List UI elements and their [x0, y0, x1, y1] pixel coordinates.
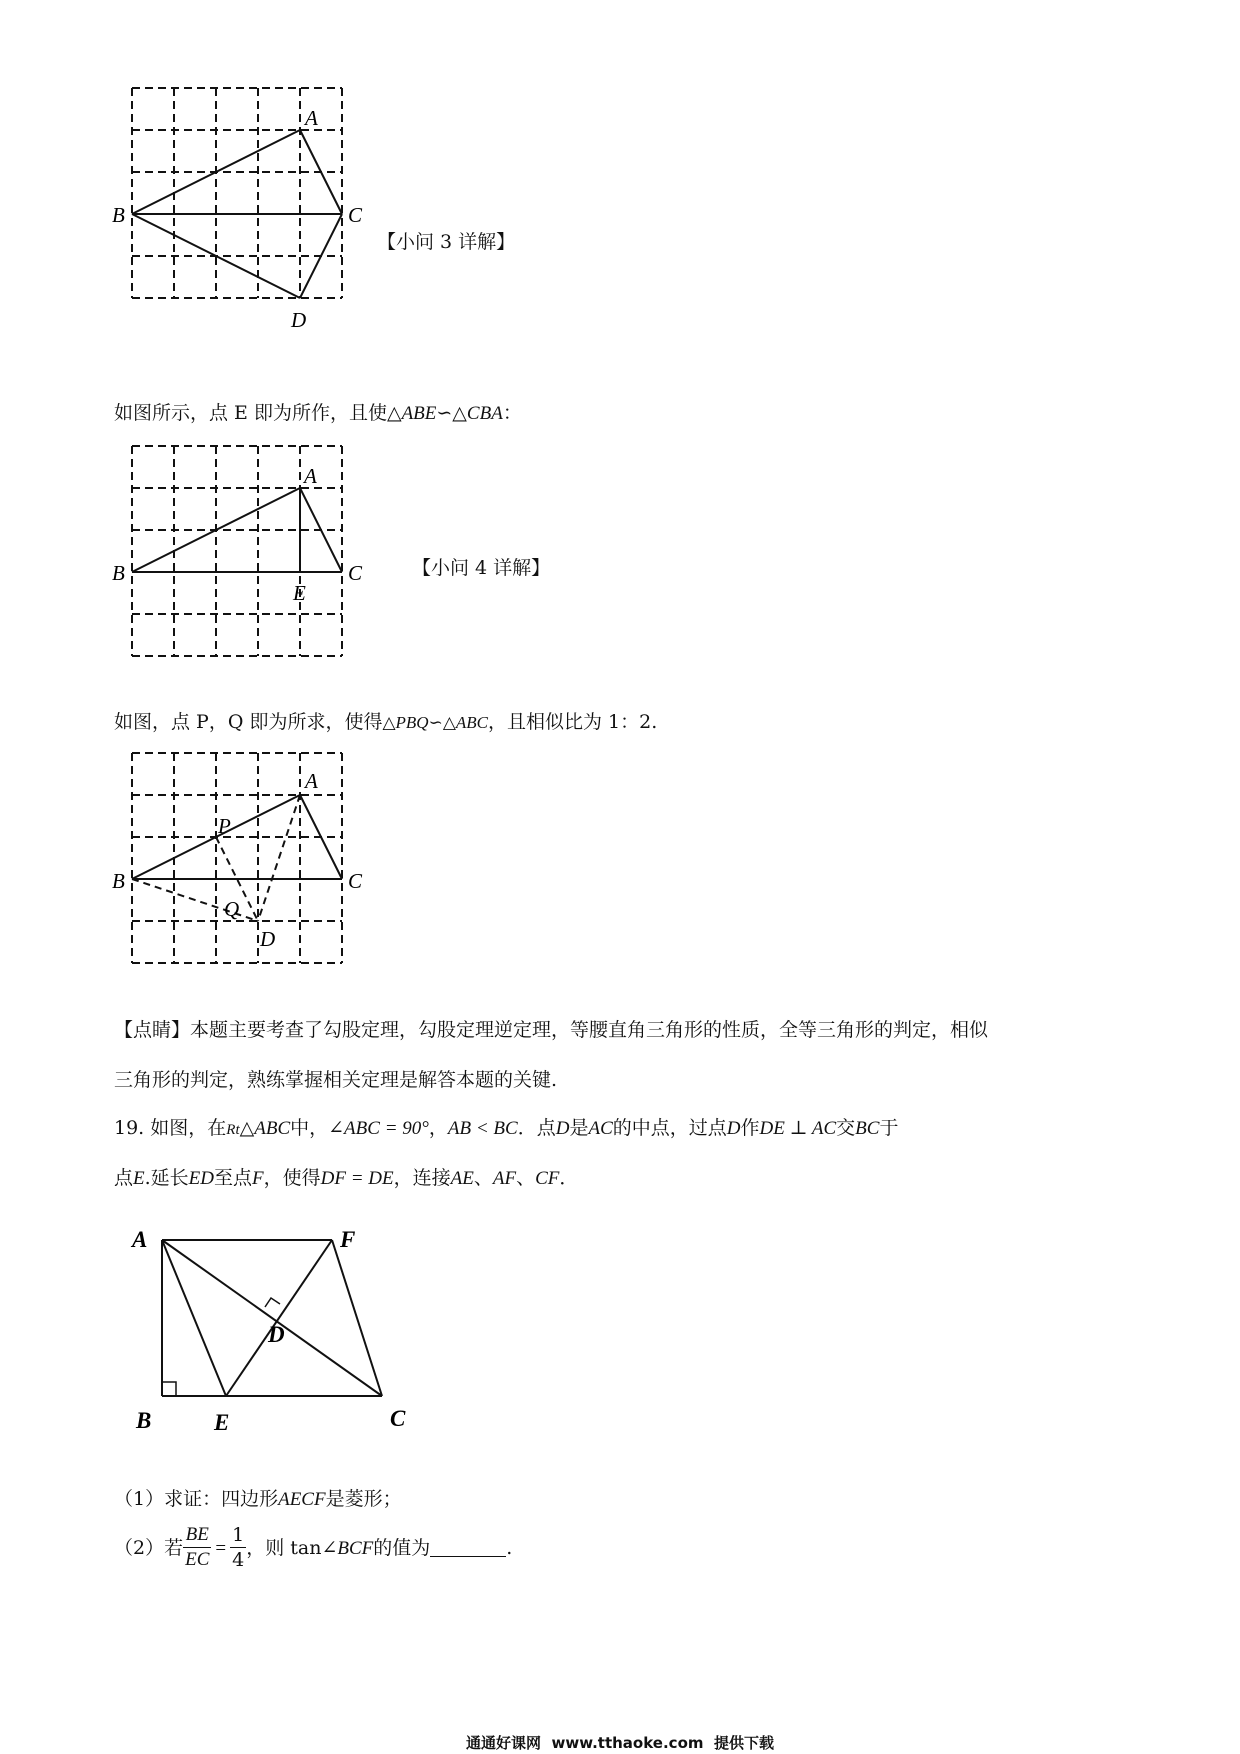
section-heading-q4: 【小问 4 详解】 [412, 557, 551, 579]
inequality: AB < BC [447, 1118, 518, 1139]
text: ，则 tan [246, 1537, 322, 1559]
numerator: 1 [232, 1523, 245, 1546]
figure-2-grid-diagram [110, 437, 410, 687]
text: （1）求证：四边形 [114, 1488, 279, 1510]
text: 点 [114, 1167, 134, 1189]
label-C: C [348, 203, 363, 227]
denominator: 4 [232, 1548, 245, 1571]
segment-bc: BC [855, 1118, 880, 1139]
point-d: D [726, 1118, 741, 1139]
numerator: BE [183, 1523, 211, 1548]
problem-number: 19. [114, 1117, 145, 1139]
text: 的中点，过点 [612, 1117, 727, 1139]
text: 如图，在 [150, 1117, 227, 1139]
text: 中， [290, 1117, 329, 1139]
angle-condition: ∠ABC = 90° [328, 1118, 429, 1139]
text: 至点 [214, 1167, 253, 1189]
text: 作 [740, 1117, 760, 1139]
segment-ac: AC [588, 1118, 613, 1139]
section-heading-q3: 【小问 3 详解】 [377, 231, 516, 253]
angle-bcf: ∠BCF [321, 1538, 374, 1559]
text: 如图，点 P，Q 即为所求，使得 [114, 711, 383, 733]
label-B: B [112, 869, 125, 893]
comment-line-1: 【点睛】本题主要考查了勾股定理，勾股定理逆定理，等腰直角三角形的性质，全等三角形的判定，相似 [114, 1019, 989, 1041]
text: ： [502, 402, 522, 424]
label-B: B [112, 561, 125, 585]
label-E: E [293, 581, 306, 605]
label-P: P [218, 814, 231, 838]
text: 、 [473, 1167, 493, 1189]
label-D: D [260, 927, 276, 951]
label-D: D [291, 308, 307, 332]
answer-blank[interactable] [430, 1538, 506, 1557]
text: ， [428, 1117, 448, 1139]
segment-cf: CF [535, 1168, 560, 1189]
label-C: C [348, 869, 363, 893]
question-1 [114, 1487, 402, 1512]
text: 交 [836, 1117, 856, 1139]
text: .延长 [144, 1167, 189, 1189]
equality-condition: DF = DE [320, 1168, 394, 1189]
problem-19-line-2 [114, 1166, 578, 1191]
figure-3-grid-diagram [110, 750, 410, 1000]
point-f: F [252, 1168, 264, 1189]
label-F: F [340, 1227, 356, 1252]
fraction-be-over-ec [183, 1523, 211, 1572]
text: ．点 [517, 1117, 556, 1139]
label-D: D [268, 1322, 285, 1347]
label-E: E [214, 1410, 230, 1435]
comment-line-2: 三角形的判定，熟练掌握相关定理是解答本题的关键. [114, 1069, 558, 1091]
text: 如图所示，点 E 即为所作，且使 [114, 402, 387, 424]
label-B: B [136, 1408, 152, 1433]
equals-sign: = [215, 1538, 227, 1559]
problem-19-figure [120, 1220, 440, 1445]
text: ． [559, 1167, 579, 1189]
label-C: C [390, 1406, 406, 1431]
text: . [506, 1537, 513, 1559]
point-e: E [133, 1168, 145, 1189]
label-A: A [305, 769, 318, 793]
question-2 [114, 1516, 512, 1581]
fraction-one-quarter [230, 1523, 246, 1572]
text: 是菱形； [325, 1488, 402, 1510]
rt-symbol: Rt [226, 1122, 240, 1138]
similarity-relation: △PBQ∽△ABC [382, 713, 488, 732]
label-A: A [305, 106, 318, 130]
triangle-name: △ABC [239, 1118, 291, 1139]
label-Q: Q [224, 897, 240, 921]
text: ，使得 [263, 1167, 321, 1189]
point-d: D [555, 1118, 570, 1139]
figure-segments [162, 1240, 382, 1396]
denominator: EC [185, 1548, 210, 1570]
text: 的值为 [373, 1537, 431, 1559]
segment-ae: AE [450, 1168, 474, 1189]
label-B: B [112, 203, 125, 227]
perpendicular-condition: DE ⊥ AC [759, 1118, 837, 1139]
similarity-relation: △ABE∽△CBA [386, 403, 503, 424]
label-A: A [132, 1227, 148, 1252]
text: 于 [879, 1117, 899, 1139]
paragraph-point-e [114, 401, 522, 426]
label-C: C [348, 561, 363, 585]
segment-af: AF [492, 1168, 517, 1189]
text: （2）若 [114, 1537, 184, 1559]
segment-ed: ED [188, 1168, 214, 1189]
figure-1-grid-diagram [110, 85, 410, 375]
footer-source: 通通好课网 www.tthaoke.com 提供下载 [466, 1734, 774, 1752]
paragraph-points-pq [114, 710, 657, 735]
problem-19-line-1 [114, 1116, 898, 1142]
figure-1-segments [132, 130, 342, 298]
quadrilateral-aecf: AECF [278, 1489, 326, 1510]
text: ，且相似比为 1：2. [488, 711, 658, 733]
text: 、 [516, 1167, 536, 1189]
label-A: A [304, 464, 317, 488]
text: 是 [569, 1117, 589, 1139]
text: ，连接 [393, 1167, 451, 1189]
